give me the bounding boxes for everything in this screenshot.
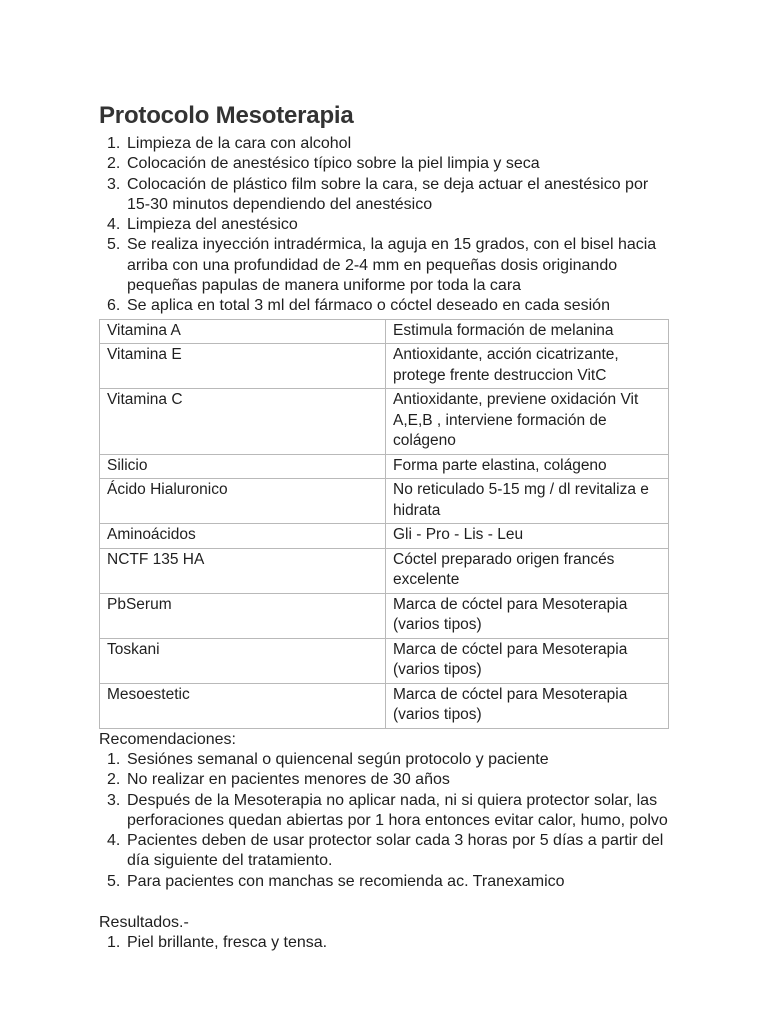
table-row: [100, 319, 669, 344]
table-cell: PbSerum: [100, 593, 386, 638]
table-cell: Antioxidante, acción cicatrizante, protege frente destruccion VitC: [386, 344, 669, 389]
list-item: 2. Colocación de anestésico típico sobre la piel limpia y seca: [107, 155, 540, 173]
recommendations-list: [99, 750, 674, 892]
table-cell: Gli - Pro - Lis - Leu: [386, 524, 669, 549]
table-cell: No reticulado 5-15 mg / dl revitaliza e hidrata: [386, 479, 669, 524]
table-cell: Silicio: [100, 454, 386, 479]
list-item: 1. Limpieza de la cara con alcohol: [107, 135, 352, 152]
protocol-steps-list: [99, 134, 674, 317]
list-item: 3. Colocación de plástico film sobre la cara, se deja actuar el anestésico por 15-30 minutos dependiendo del anestésico: [107, 175, 649, 213]
list-item: 2. No realizar en pacientes menores de 30 años: [107, 771, 450, 789]
table-cell: NCTF 135 HA: [100, 548, 386, 593]
table-cell: Toskani: [100, 638, 386, 683]
ingredients-table: [99, 319, 669, 729]
table-cell: Antioxidante, previene oxidación Vit A,E,B , interviene formación de colágeno: [386, 389, 669, 455]
table-row: [100, 479, 669, 524]
page-title: Protocolo Mesoterapia: [99, 102, 354, 129]
list-item: 3. Después de la Mesoterapia no aplicar nada, ni si quiera protector solar, las perforaciones quedan abiertas por 1 hora entonces evitar calor, humo, polvo: [107, 791, 668, 829]
results-list: [99, 933, 674, 953]
results-heading: Resultados.-: [99, 914, 189, 932]
list-item: 1. Piel brillante, fresca y tensa.: [107, 934, 328, 952]
table-row: [100, 454, 669, 479]
table-cell: Vitamina A: [100, 319, 386, 344]
table-cell: Estimula formación de melanina: [386, 319, 669, 344]
table-cell: Marca de cóctel para Mesoterapia (varios tipos): [386, 593, 669, 638]
recommendations-heading: Recomendaciones:: [99, 730, 236, 748]
table-row: [100, 683, 669, 728]
table-cell: Forma parte elastina, colágeno: [386, 454, 669, 479]
list-item: 4. Pacientes deben de usar protector solar cada 3 horas por 5 días a partir del día siguiente del tratamiento.: [107, 832, 664, 870]
list-item: 6. Se aplica en total 3 ml del fármaco o cóctel deseado en cada sesión: [107, 297, 610, 315]
list-item: 1. Sesiónes semanal o quiencenal según protocolo y paciente: [107, 750, 549, 768]
list-item: 5. Se realiza inyección intradérmica, la aguja en 15 grados, con el bisel hacia arriba con una profundidad de 2-4 mm en pequeñas dosis originando pequeñas papulas de manera uniforme por toda la cara: [107, 236, 657, 295]
table-row: [100, 524, 669, 549]
table-row: [100, 548, 669, 593]
table-cell: Marca de cóctel para Mesoterapia (varios tipos): [386, 683, 669, 728]
table-cell: Aminoácidos: [100, 524, 386, 549]
document-page: [99, 100, 674, 954]
table-cell: Mesoestetic: [100, 683, 386, 728]
table-cell: Vitamina E: [100, 344, 386, 389]
table-cell: Ácido Hialuronico: [100, 479, 386, 524]
table-cell: Marca de cóctel para Mesoterapia (varios tipos): [386, 638, 669, 683]
table-row: [100, 344, 669, 389]
table-row: [100, 593, 669, 638]
table-row: [100, 389, 669, 455]
table-cell: Vitamina C: [100, 389, 386, 455]
table-row: [100, 638, 669, 683]
list-item: 4. Limpieza del anestésico: [107, 216, 298, 234]
list-item: 5. Para pacientes con manchas se recomienda ac. Tranexamico: [107, 872, 565, 890]
table-cell: Cóctel preparado origen francés excelente: [386, 548, 669, 593]
